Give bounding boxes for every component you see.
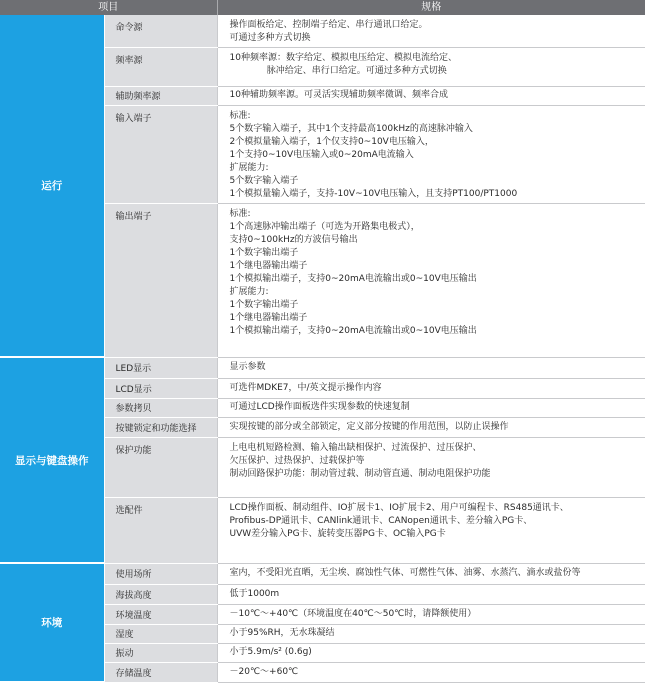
spec-line: 1个数字输出端子 — [229, 299, 299, 310]
header-item: 项目 — [0, 0, 217, 15]
spec-line: 10种辅助频率源。可灵活实现辅助频率微调、频率合成 — [229, 90, 448, 100]
item-cell: 输出端子 — [104, 203, 217, 357]
spec-line: 5个数字输入端子 — [229, 175, 299, 186]
spec-line: 1个高速脉冲输出端子（可选为开路集电极式）， — [229, 221, 420, 232]
item-cell: 选配件 — [104, 497, 217, 563]
item-cell: 保护功能 — [104, 437, 217, 497]
spec-line: 1个模拟输出端子，支持0~20mA电流输出或0~10V电压输出 — [229, 325, 477, 336]
header-spec: 规格 — [217, 0, 645, 15]
spec-line: 可选件MDKE7，中/英文提示操作内容 — [229, 382, 382, 393]
spec-cell — [217, 497, 645, 563]
spec-line: 标准: — [229, 110, 251, 121]
spec-row — [0, 357, 645, 378]
spec-line: 操作面板给定、控制端子给定、串行通讯口给定。 — [229, 20, 428, 30]
spec-cell — [217, 417, 645, 437]
spec-cell — [217, 378, 645, 398]
spec-cell — [217, 15, 645, 47]
spec-line: 1个模拟量输入端子，支持-10V~10V电压输入，且支持PT100/PT1000 — [229, 188, 518, 199]
spec-line: 扩展能力: — [229, 286, 269, 297]
spec-line: UVW差分输入PG卡、旋转变压器PG卡、OC输入PG卡 — [229, 528, 446, 539]
item-cell: 按键锁定和功能选择 — [104, 417, 217, 437]
spec-line: 可通过多种方式切换 — [229, 33, 311, 43]
item-cell: LCD显示 — [104, 378, 217, 398]
spec-line: －10℃～+40℃（环境温度在40℃～50℃时，请降额使用） — [229, 608, 477, 619]
spec-cell — [217, 105, 645, 203]
spec-line: 扩展能力: — [229, 162, 269, 173]
spec-cell — [217, 203, 645, 357]
spec-line: －20℃～+60℃ — [229, 666, 299, 677]
spec-cell — [217, 604, 645, 624]
spec-row — [0, 15, 645, 47]
spec-line: 制动回路保护功能：制动管过载、制动管直通、制动电阻保护功能 — [229, 468, 491, 479]
item-cell: LED显示 — [104, 357, 217, 378]
spec-row — [0, 563, 645, 584]
spec-line: 小于95%RH，无水珠凝结 — [229, 628, 335, 638]
spec-line: 1个继电器输出端子 — [229, 312, 308, 323]
spec-line: 1个支持0~10V电压输入或0~20mA电流输入 — [229, 149, 414, 160]
category-cell: 运行 — [0, 15, 104, 357]
item-cell: 振动 — [104, 643, 217, 662]
item-cell: 输入端子 — [104, 105, 217, 203]
spec-cell — [217, 398, 645, 417]
spec-table-body — [0, 15, 645, 682]
spec-line: 显示参数 — [229, 362, 266, 372]
spec-line: 欠压保护、过热保护、过载保护等 — [229, 455, 365, 466]
spec-line: 支持0~100kHz的方波信号输出 — [229, 234, 358, 245]
spec-line: 2个模拟量输入端子，1个仅支持0~10V电压输入， — [229, 136, 434, 147]
spec-cell — [217, 643, 645, 662]
category-cell: 显示与键盘操作 — [0, 357, 104, 563]
spec-cell — [217, 86, 645, 105]
spec-line: 10种频率源：数字给定、模拟电压给定、模拟电流给定、 — [229, 52, 457, 63]
spec-cell — [217, 662, 645, 682]
item-cell: 命令源 — [104, 15, 217, 47]
spec-line: 1个继电器输出端子 — [229, 260, 308, 271]
spec-line: 脉冲给定、串行口给定。可通过多种方式切换 — [229, 65, 447, 76]
spec-line: LCD操作面板、制动组件、IO扩展卡1、IO扩展卡2、用户可编程卡、RS485通讯卡、 — [229, 502, 569, 513]
spec-line: 低于1000m — [229, 588, 280, 599]
category-cell: 环境 — [0, 563, 104, 682]
item-cell: 参数拷贝 — [104, 398, 217, 417]
spec-line: 上电电机短路检测、输入输出缺相保护、过流保护、过压保护、 — [229, 442, 482, 453]
item-cell: 湿度 — [104, 624, 217, 643]
spec-line: 实现按键的部分或全部锁定，定义部分按键的作用范围，以防止误操作 — [229, 421, 509, 432]
spec-cell — [217, 47, 645, 86]
spec-line: 5个数字输入端子，其中1个支持最高100kHz的高速脉冲输入 — [229, 123, 473, 134]
spec-cell — [217, 437, 645, 497]
spec-cell — [217, 584, 645, 604]
spec-line: 标准: — [229, 208, 251, 219]
spec-cell — [217, 357, 645, 378]
spec-line: 可通过LCD操作面板选件实现参数的快速复制 — [229, 402, 410, 412]
spec-line: 室内，不受阳光直晒，无尘埃、腐蚀性气体、可燃性气体、油雾、水蒸汽、滴水或盐份等 — [229, 568, 581, 578]
spec-cell — [217, 624, 645, 643]
item-cell: 频率源 — [104, 47, 217, 86]
item-cell: 海拔高度 — [104, 584, 217, 604]
item-cell: 使用场所 — [104, 563, 217, 584]
spec-cell — [217, 563, 645, 584]
header-row — [0, 0, 645, 15]
spec-line: 1个模拟输出端子，支持0~20mA电流输出或0~10V电压输出 — [229, 273, 477, 284]
spec-line: 小于5.9m/s² (0.6g) — [229, 647, 312, 657]
item-cell: 辅助频率源 — [104, 86, 217, 105]
spec-line: 1个数字输出端子 — [229, 247, 299, 258]
spec-line: Profibus-DP通讯卡、CANlink通讯卡、CANopen通讯卡、差分输入PG卡、 — [229, 515, 533, 526]
item-cell: 环境温度 — [104, 604, 217, 624]
item-cell: 存储温度 — [104, 662, 217, 682]
